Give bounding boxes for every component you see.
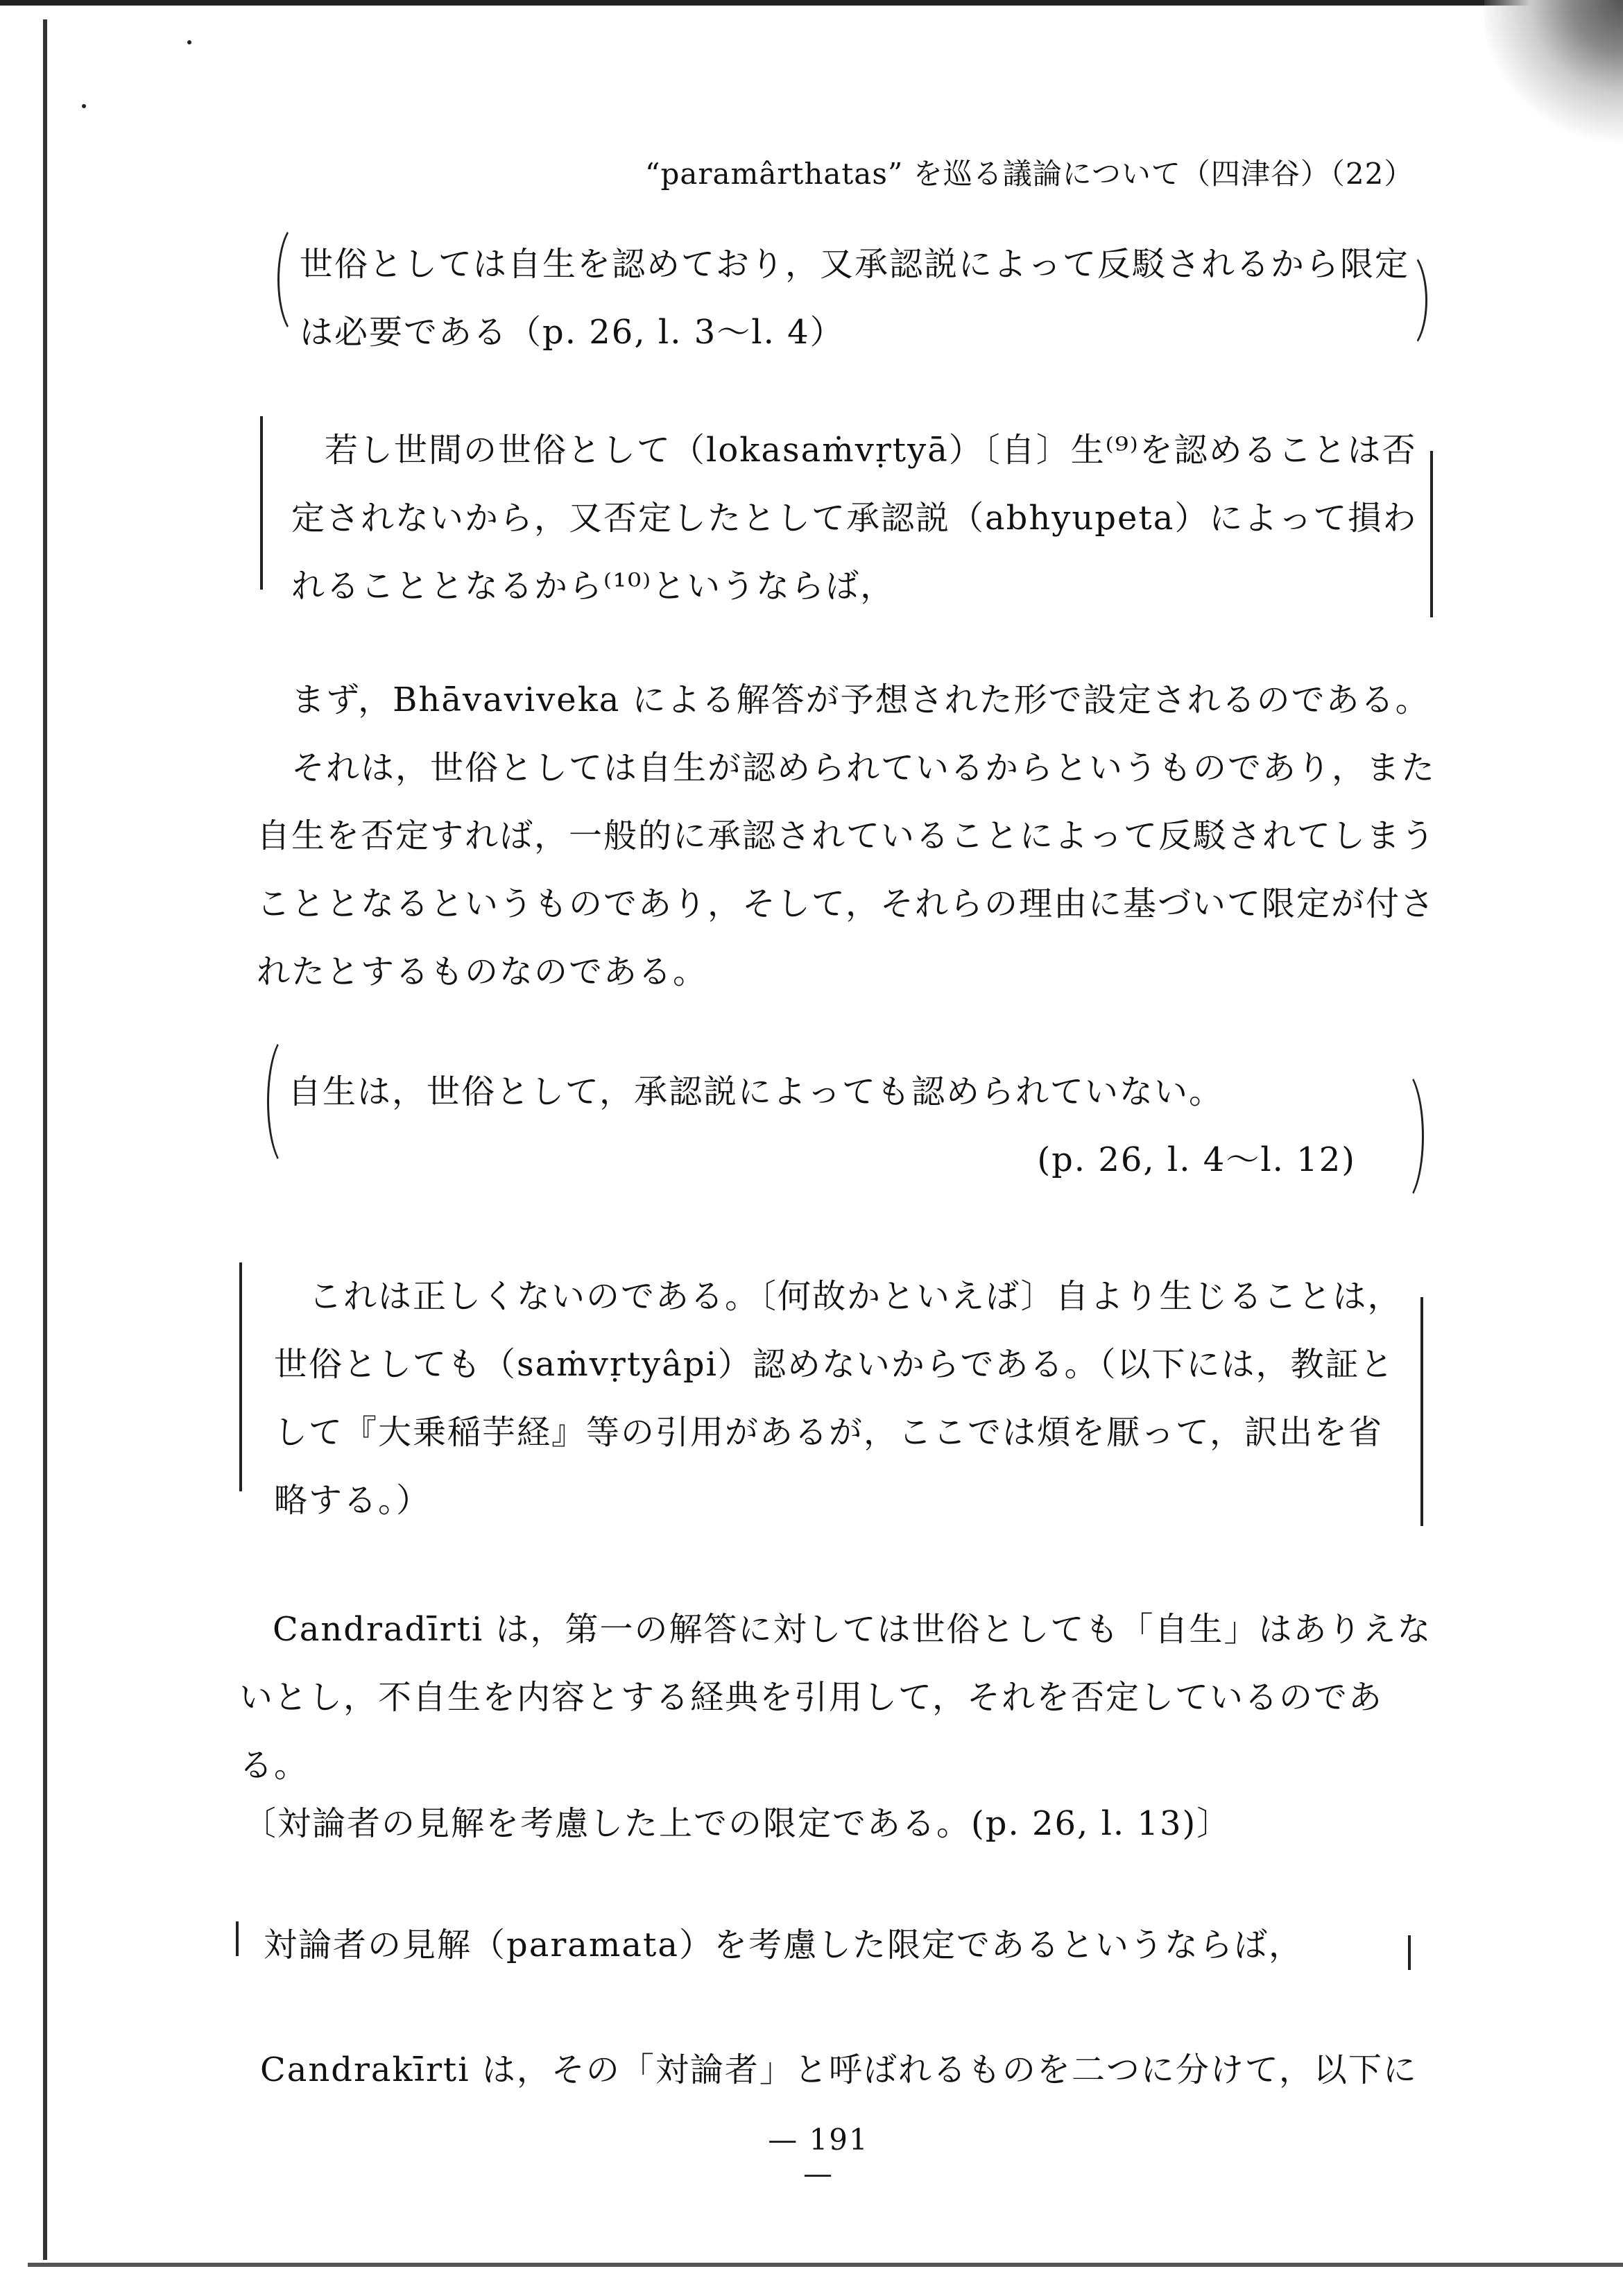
body-paragraph-1 [257,666,1436,1006]
text-line: 自生は，世俗として，承認説によっても認められていない。 [288,1072,1224,1111]
text-line: これは正しくないのである。〔何故かといえば〕自より生じることは， [309,1277,1402,1316]
text-line: れたとするものなのである。 [257,952,708,991]
quote-block-2 [288,1058,1370,1194]
right-bar [1420,1297,1423,1526]
scan-corner-shadow [1484,0,1623,153]
right-bar [1408,1935,1411,1970]
text-line: それは，世俗としては自生が認められているからというものであり，また [291,748,1436,787]
quote-block-3 [243,1790,1422,1858]
translation-block-2 [274,1262,1411,1534]
text-line: 対論者の見解（paramata）を考慮した限定であるというならば， [264,1926,1303,1964]
text-line: こととなるというものであり，そして，それらの理由に基づいて限定が付さ [257,884,1436,923]
right-bar [1430,451,1433,617]
quote-block-1 [300,230,1409,366]
body-paragraph-2 [239,1595,1432,1799]
text-line: 世俗としても（saṁvṛtyâpi）認めないからである。（以下には，教証と [274,1345,1395,1384]
page-edge-left [43,19,47,2260]
text-line: 若し世間の世俗として（lokasaṁvṛtyā）〔自〕生⁽⁹⁾を認めることは否 [325,431,1417,470]
text-line: は必要である（p. 26, l. 3～l. 4） [300,313,845,352]
text-line: まず，Bhāvaviveka による解答が予想された形で設定されるのである。 [291,680,1430,719]
text-line: 〔対論者の見解を考慮した上での限定である。(p. 26, l. 13)〕 [243,1804,1232,1843]
page-edge-bottom [28,2263,1623,2267]
text-line: して『大乗稲芋経』等の引用があるが，ここでは煩を厭って，訳出を省 [274,1413,1384,1452]
text-line: 自生を否定すれば，一般的に承認されていることによって反駁されてしまう [257,816,1436,855]
text-line: Candradīrti は，第一の解答に対しては世俗としても「自生」はありえな [273,1610,1432,1649]
page-edge-top [0,0,1623,6]
text-line: 世俗としては自生を認めており，又承認説によって反駁されるから限定 [300,245,1410,284]
text-line: 定されないから，又否定したとして承認説（abhyupeta）によって損わ [291,499,1418,538]
running-header: “paramârthatas” を巡る議論について（四津谷）（22） [645,157,1414,191]
left-bar [239,1262,242,1491]
scan-speck [187,40,191,44]
body-paragraph-3 [260,2036,1439,2104]
translation-block-3 [264,1911,1387,1979]
page-number: — 191 — [768,2123,869,2191]
citation-ref: (p. 26, l. 4～l. 12) [1037,1140,1356,1179]
left-bar [236,1921,239,1956]
translation-block-1 [291,416,1422,620]
left-bar [260,416,263,590]
text-line: 略する。） [274,1481,431,1520]
text-line: れることとなるから⁽¹⁰⁾というならば， [291,567,895,606]
close-parenthesis [1380,1068,1424,1204]
scan-speck [82,104,86,108]
text-line: いとし，不自生を内容とする経典を引用して，それを否定しているのである。 [239,1678,1384,1785]
text-line: Candrakīrti は，その「対論者」と呼ばれるものを二つに分けて，以下に [260,2050,1418,2089]
